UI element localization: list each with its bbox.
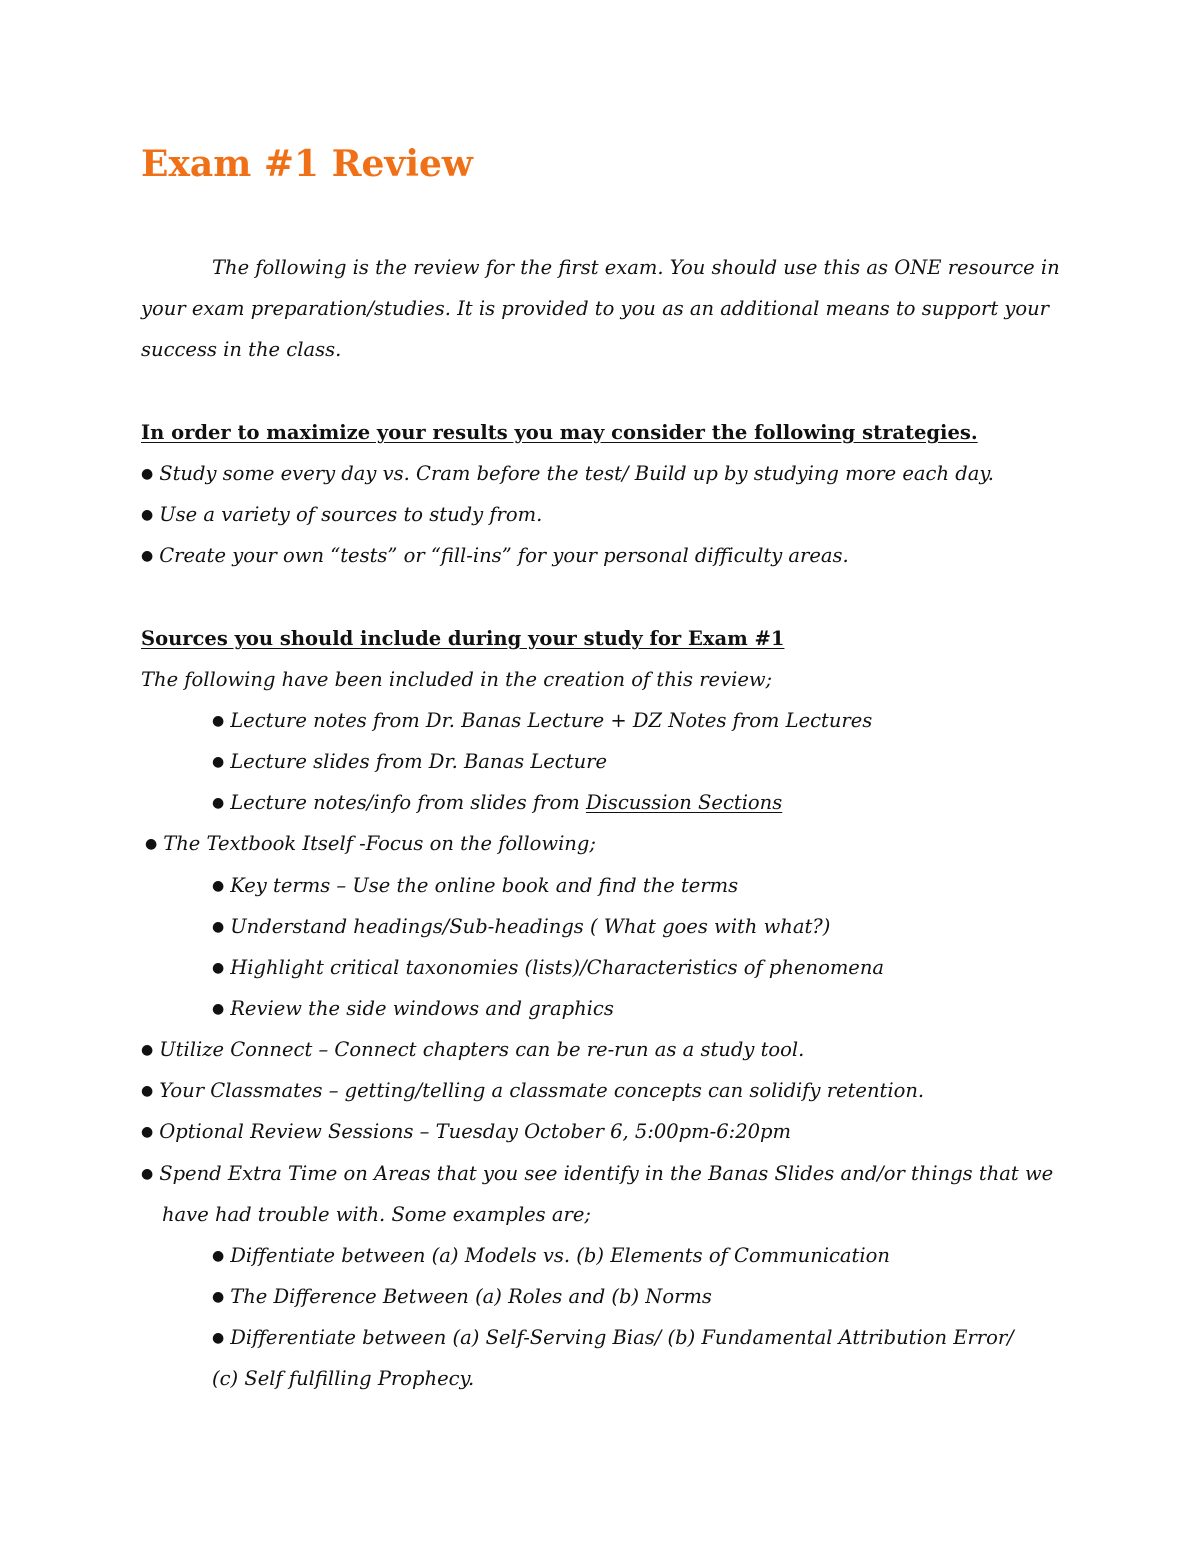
- bullet-icon: ●: [212, 960, 225, 976]
- textbook-subitem: ● Review the side windows and graphics: [212, 995, 614, 1025]
- lecture-item: ● Lecture slides from Dr. Banas Lecture: [212, 748, 607, 778]
- textbook-subitem: ● Understand headings/Sub-headings ( What goes with what?): [212, 913, 830, 943]
- discussion-sections-link[interactable]: Discussion Sections: [585, 791, 783, 814]
- bullet-icon: ●: [212, 1001, 225, 1017]
- extra-time-item: ● Spend Extra Time on Areas that you see identify in the Banas Slides and/or things that we: [141, 1160, 1053, 1190]
- lecture-item: ● Lecture notes from Dr. Banas Lecture + DZ Notes from Lectures: [212, 707, 872, 737]
- textbook-subitem: ● Highlight critical taxonomies (lists)/Characteristics of phenomena: [212, 954, 884, 984]
- example-item: ● Diffentiate between (a) Models vs. (b) Elements of Communication: [212, 1242, 890, 1272]
- bullet-icon: ●: [212, 919, 225, 935]
- example-item: ● Differentiate between (a) Self-Serving Bias/ (b) Fundamental Attribution Error/: [212, 1324, 1014, 1354]
- bullet-icon: ●: [141, 466, 154, 482]
- bullet-icon: ●: [141, 507, 154, 523]
- intro-line-3: success in the class.: [141, 338, 342, 361]
- extra-time-continuation: have had trouble with. Some examples are;: [162, 1203, 591, 1226]
- bullet-icon: ●: [212, 1248, 225, 1264]
- lecture-item: ● Lecture notes/info from slides from Discussion Sections: [212, 789, 782, 819]
- bullet-icon: ●: [141, 1166, 154, 1182]
- bullet-icon: ●: [212, 1330, 225, 1346]
- bullet-icon: ●: [141, 548, 154, 564]
- strategy-item: ● Create your own “tests” or “fill-ins” for your personal difficulty areas.: [141, 542, 849, 572]
- textbook-subitem: ● Key terms – Use the online book and find the terms: [212, 872, 738, 902]
- textbook-item: ● The Textbook Itself -Focus on the following;: [145, 830, 596, 860]
- bullet-icon: ●: [212, 1289, 225, 1305]
- source-item: ● Utilize Connect – Connect chapters can be re-run as a study tool.: [141, 1036, 804, 1066]
- bullet-icon: ●: [212, 754, 225, 770]
- bullet-icon: ●: [145, 836, 158, 852]
- strategies-heading: In order to maximize your results you may consider the following strategies.: [141, 421, 978, 444]
- intro-line-1: The following is the review for the first exam. You should use this as ONE resource in: [212, 256, 1060, 279]
- page-title: Exam #1 Review: [141, 143, 473, 185]
- strategy-item: ● Use a variety of sources to study from.: [141, 501, 542, 531]
- example-item: ● The Difference Between (a) Roles and (b) Norms: [212, 1283, 712, 1313]
- bullet-icon: ●: [141, 1083, 154, 1099]
- bullet-icon: ●: [212, 713, 225, 729]
- source-item: ● Your Classmates – getting/telling a classmate concepts can solidify retention.: [141, 1077, 924, 1107]
- source-item: ● Optional Review Sessions – Tuesday October 6, 5:00pm-6:20pm: [141, 1118, 791, 1148]
- intro-line-2: your exam preparation/studies. It is provided to you as an additional means to support your: [141, 297, 1049, 320]
- bullet-icon: ●: [212, 878, 225, 894]
- bullet-icon: ●: [141, 1042, 154, 1058]
- bullet-icon: ●: [141, 1124, 154, 1140]
- strategy-item: ● Study some every day vs. Cram before the test/ Build up by studying more each day.: [141, 460, 994, 490]
- bullet-icon: ●: [212, 795, 225, 811]
- sources-heading: Sources you should include during your study for Exam #1: [141, 627, 785, 650]
- sources-subheading: The following have been included in the creation of this review;: [141, 668, 773, 691]
- example-continuation: (c) Self fulfilling Prophecy.: [212, 1367, 475, 1390]
